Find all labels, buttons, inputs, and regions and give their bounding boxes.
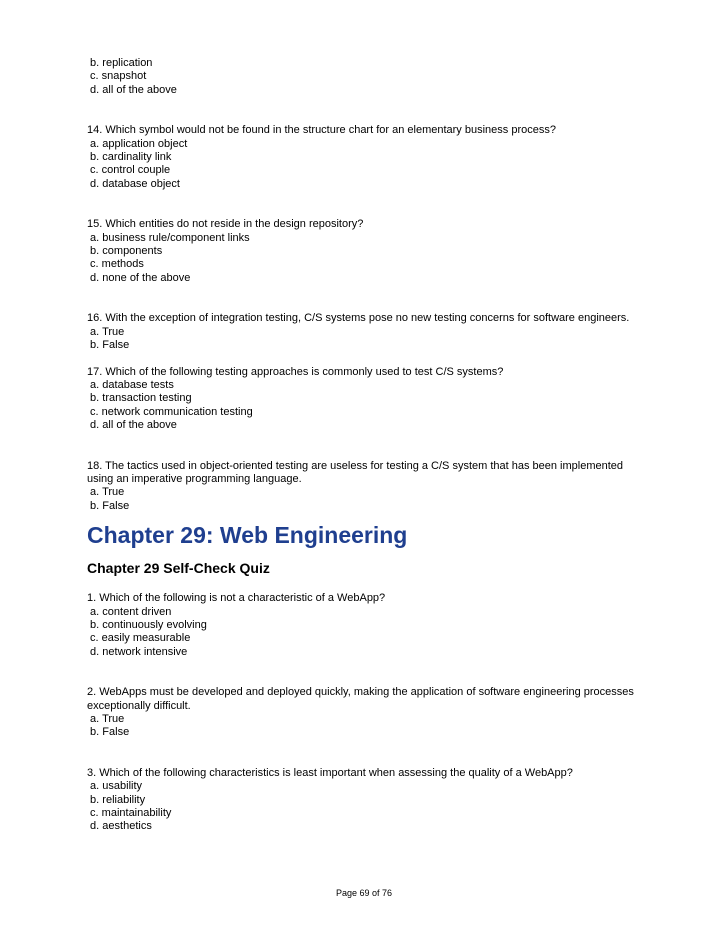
option: a. content driven [87,605,172,618]
option: b. continuously evolving [87,618,207,631]
question-16 [87,312,647,352]
option: d. none of the above [87,271,191,284]
option: d. all of the above [87,419,177,432]
question-text: 18. The tactics used in object-oriented testing are useless for testing a C/S system that has been implemented using an imperative programming language. [87,459,624,485]
option: a. application object [87,137,188,150]
question-18 [87,460,647,514]
question-text: 17. Which of the following testing approaches is commonly used to test C/S systems? [87,365,504,378]
option: c. methods [87,258,144,271]
option: c. network communication testing [87,405,253,418]
option: b. False [87,726,130,739]
option: d. database object [87,177,180,190]
option: a. database tests [87,378,174,391]
option: b. components [87,245,163,258]
page-content [87,57,647,834]
option: a. True [87,713,125,725]
option: a. True [87,325,125,338]
page-number: Page 69 of 76 [335,888,393,898]
option: c. easily measurable [87,632,191,645]
question-17 [87,366,647,433]
option: c. snapshot [87,70,147,83]
option: b. False [87,339,130,352]
option: d. network intensive [87,645,188,658]
question-1 [87,592,647,659]
question-text: 16. With the exception of integration testing, C/S systems pose no new testing concerns for software engineers. [87,312,630,325]
chapter-title: Chapter 29: Web Engineering [87,522,408,549]
question-text: 14. Which symbol would not be found in the structure chart for an elementary business process? [87,124,556,137]
question-text: 2. WebApps must be developed and deployed quickly, making the application of software engineering processes exceptionally difficult. [87,686,634,712]
quiz-title: Chapter 29 Self-Check Quiz [87,560,270,577]
option: c. control couple [87,164,171,177]
question-text: 1. Which of the following is not a characteristic of a WebApp? [87,592,386,605]
option: b. False [87,499,130,512]
question-15 [87,218,647,285]
option: b. reliability [87,793,146,806]
option: c. maintainability [87,807,172,820]
option: d. aesthetics [87,820,152,833]
option: a. True [87,486,125,499]
question-14 [87,124,647,191]
option: b. cardinality link [87,151,172,164]
question-text: 3. Which of the following characteristics is least important when assessing the quality of a WebApp? [87,766,573,779]
option: b. replication [87,57,153,69]
question-13-continued [87,57,647,97]
option: b. transaction testing [87,392,192,405]
option: a. usability [87,780,143,793]
question-2 [87,686,647,740]
option: d. all of the above [87,83,177,96]
question-3 [87,767,647,834]
option: a. business rule/component links [87,231,250,244]
question-text: 15. Which entities do not reside in the design repository? [87,218,364,231]
